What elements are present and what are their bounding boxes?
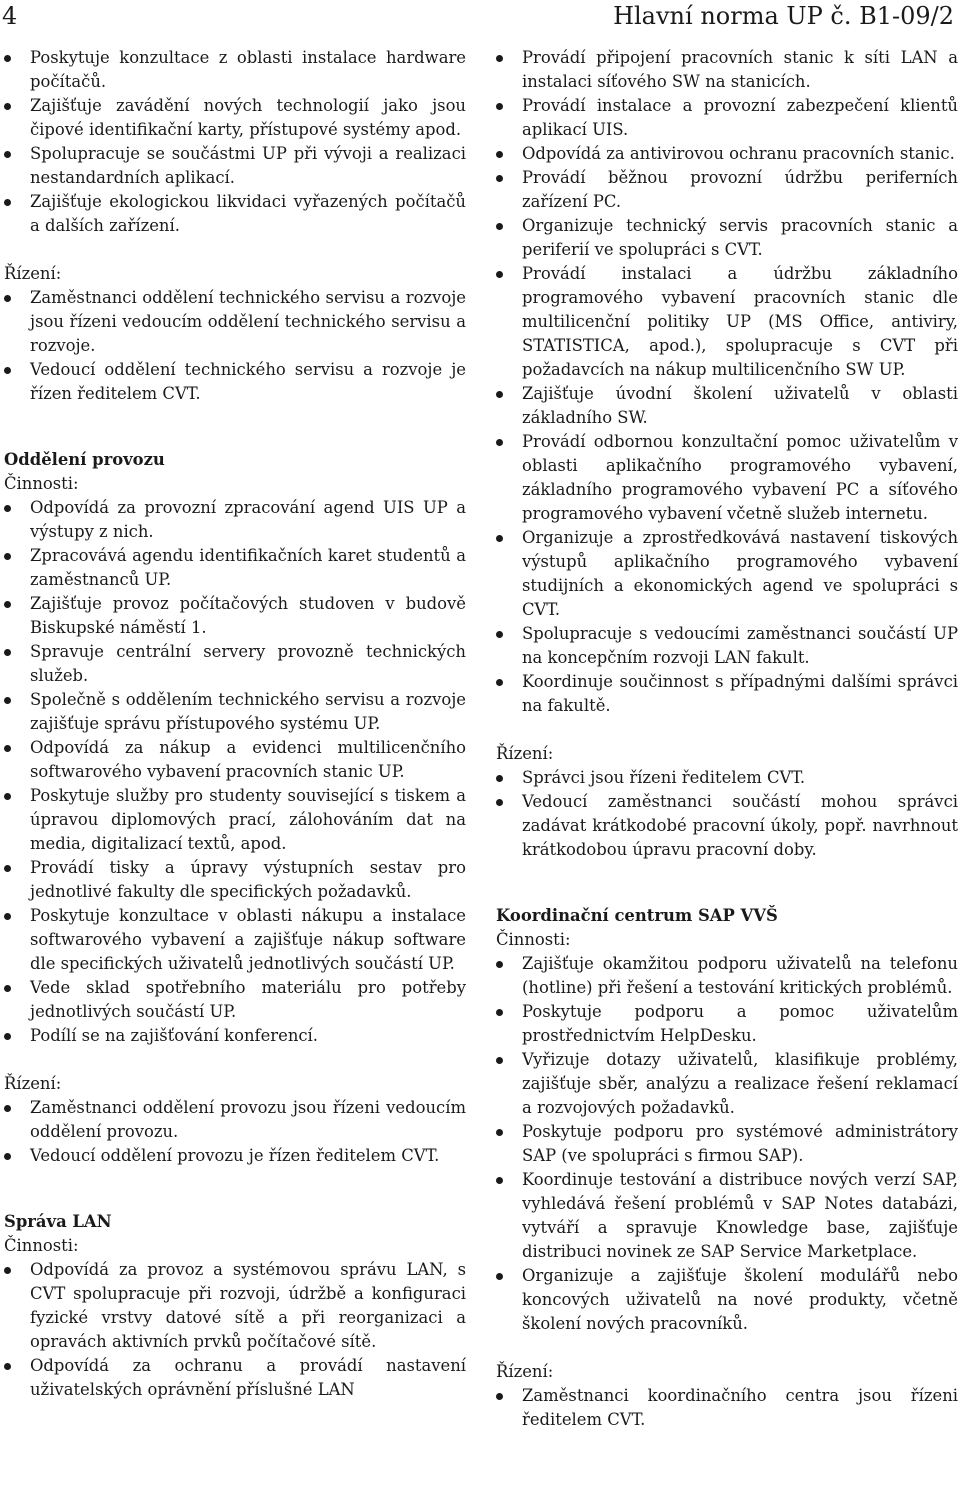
list-item: Organizuje technický servis pracovních stanic a periferií ve spolupráci s CVT. (496, 214, 958, 262)
bullet-icon (4, 1153, 11, 1160)
lan-list-continued (496, 46, 958, 718)
spacer (496, 718, 958, 742)
bullet-icon (4, 1267, 11, 1274)
list-item: Odpovídá za nákup a evidenci multilicenčního softwarového vybavení pracovních stanic UP. (4, 736, 466, 784)
list-item: Zaměstnanci oddělení provozu jsou řízeni vedoucím oddělení provozu. (4, 1096, 466, 1144)
bullet-icon (4, 199, 11, 206)
section-label-rizeni: Řízení: (4, 1074, 62, 1093)
bullet-icon (4, 913, 11, 920)
rizeni-list (4, 286, 466, 406)
page-header (0, 0, 960, 36)
list-item: Vyřizuje dotazy uživatelů, klasifikuje problémy, zajišťuje sběr, analýzu a realizace řešení reklamací a rozvojových požadavků. (496, 1048, 958, 1120)
bullet-icon (496, 1273, 503, 1280)
left-column (4, 46, 466, 1402)
bullet-icon (496, 1057, 503, 1064)
section-label-cinnosti: Činnosti: (4, 1236, 79, 1255)
spacer (4, 238, 466, 262)
right-column (496, 46, 958, 1432)
bullet-icon (496, 55, 503, 62)
list-item: Zajišťuje úvodní školení uživatelů v oblasti základního SW. (496, 382, 958, 430)
section-heading-sap: Koordinační centrum SAP VVŠ (496, 906, 778, 925)
bullet-icon (4, 367, 11, 374)
list-item: Provádí běžnou provozní údržbu periferních zařízení PC. (496, 166, 958, 214)
list-item: Zpracovává agendu identifikačních karet studentů a zaměstnanců UP. (4, 544, 466, 592)
section-label-rizeni: Řízení: (4, 264, 62, 283)
bullet-icon (4, 1033, 11, 1040)
list-item: Organizuje a zprostředkovává nastavení tiskových výstupů aplikačního programového vybavení studijních a ekonomických agend ve spolupráci s CVT. (496, 526, 958, 622)
section-heading-lan: Správa LAN (4, 1212, 112, 1231)
bullet-icon (4, 151, 11, 158)
spacer (4, 406, 466, 448)
list-item: Vede sklad spotřebního materiálu pro potřeby jednotlivých součástí UP. (4, 976, 466, 1024)
bullet-icon (496, 223, 503, 230)
spacer (4, 1168, 466, 1210)
bullet-icon (496, 679, 503, 686)
list-item: Vedoucí oddělení technického servisu a rozvoje je řízen ředitelem CVT. (4, 358, 466, 406)
spacer (496, 862, 958, 904)
list-item: Odpovídá za ochranu a provádí nastavení uživatelských oprávnění příslušné LAN (4, 1354, 466, 1402)
bullet-icon (4, 697, 11, 704)
provoz-list (4, 496, 466, 1048)
bullet-icon (496, 103, 503, 110)
list-item: Společně s oddělením technického servisu a rozvoje zajišťuje správu přístupového systému UP. (4, 688, 466, 736)
list-item: Provádí odbornou konzultační pomoc uživatelům v oblasti aplikačního programového vybavení, základního programového vybavení PC a síťového programového vybavení včetně služeb internetu. (496, 430, 958, 526)
list-item: Odpovídá za antivirovou ochranu pracovních stanic. (496, 142, 958, 166)
section-label-cinnosti: Činnosti: (496, 930, 571, 949)
list-item: Poskytuje podporu pro systémové administrátory SAP (ve spolupráci s firmou SAP). (496, 1120, 958, 1168)
bullet-icon (496, 1129, 503, 1136)
list-item: Poskytuje služby pro studenty související s tiskem a úpravou diplomových prací, zálohováním dat na media, digitalizací textů, apod. (4, 784, 466, 856)
list-item: Provádí instalaci a údržbu základního programového vybavení pracovních stanic dle multilicenční politiky UP (MS Office, antiviry, STATISTICA, apod.), spolupracuje s CVT při požadavcích na nákup multilicenčního SW UP. (496, 262, 958, 382)
sap-rizeni-list (496, 1384, 958, 1432)
bullet-icon (4, 295, 11, 302)
bullet-icon (4, 1105, 11, 1112)
sap-list (496, 952, 958, 1336)
spacer (4, 1048, 466, 1072)
bullet-icon (496, 775, 503, 782)
bullet-icon (496, 271, 503, 278)
section-heading-provoz: Oddělení provozu (4, 450, 165, 469)
section-label-rizeni: Řízení: (496, 1362, 554, 1381)
bullet-icon (4, 745, 11, 752)
list-item: Zajišťuje provoz počítačových studoven v budově Biskupské náměstí 1. (4, 592, 466, 640)
bullet-icon (496, 439, 503, 446)
bullet-icon (4, 553, 11, 560)
list-item: Provádí instalace a provozní zabezpečení klientů aplikací UIS. (496, 94, 958, 142)
list-item: Správci jsou řízeni ředitelem CVT. (496, 766, 958, 790)
section-label-rizeni: Řízení: (496, 744, 554, 763)
bullet-icon (4, 103, 11, 110)
bullet-icon (496, 391, 503, 398)
bullet-icon (496, 1009, 503, 1016)
bullet-icon (496, 799, 503, 806)
lan-list (4, 1258, 466, 1402)
list-item: Vedoucí oddělení provozu je řízen ředitelem CVT. (4, 1144, 466, 1168)
bullet-icon (496, 631, 503, 638)
bullet-icon (496, 961, 503, 968)
list-item: Spolupracuje s vedoucími zaměstnanci součástí UP na koncepčním rozvoji LAN fakult. (496, 622, 958, 670)
bullet-icon (4, 601, 11, 608)
list-item: Odpovídá za provozní zpracování agend UIS UP a výstupy z nich. (4, 496, 466, 544)
list-item: Provádí tisky a úpravy výstupních sestav pro jednotlivé fakulty dle specifických požadavků. (4, 856, 466, 904)
bullet-icon (4, 505, 11, 512)
intro-list (4, 46, 466, 238)
bullet-icon (496, 151, 503, 158)
list-item: Zajišťuje ekologickou likvidaci vyřazených počítačů a dalších zařízení. (4, 190, 466, 238)
bullet-icon (496, 1393, 503, 1400)
bullet-icon (496, 1177, 503, 1184)
list-item: Poskytuje konzultace z oblasti instalace hardware počítačů. (4, 46, 466, 94)
list-item: Spravuje centrální servery provozně technických služeb. (4, 640, 466, 688)
list-item: Poskytuje podporu a pomoc uživatelům prostřednictvím HelpDesku. (496, 1000, 958, 1048)
bullet-icon (496, 175, 503, 182)
bullet-icon (4, 985, 11, 992)
provoz-rizeni-list (4, 1096, 466, 1168)
list-item: Vedoucí zaměstnanci součástí mohou správci zadávat krátkodobé pracovní úkoly, popř. navrhnout krátkodobou úpravu pracovní doby. (496, 790, 958, 862)
list-item: Koordinuje testování a distribuce nových verzí SAP, vyhledává řešení problémů v SAP Notes databázi, vytváří a spravuje Knowledge base, zajišťuje distribuci novinek ze SAP Service Marketplace. (496, 1168, 958, 1264)
bullet-icon (4, 793, 11, 800)
list-item: Podílí se na zajišťování konferencí. (4, 1024, 466, 1048)
spacer (496, 1336, 958, 1360)
bullet-icon (4, 55, 11, 62)
section-label-cinnosti: Činnosti: (4, 474, 79, 493)
list-item: Zaměstnanci koordinačního centra jsou řízeni ředitelem CVT. (496, 1384, 958, 1432)
bullet-icon (4, 649, 11, 656)
page-number: 4 (2, 2, 18, 30)
list-item: Organizuje a zajišťuje školení modulářů nebo koncových uživatelů na nové produkty, včetně školení nových pracovníků. (496, 1264, 958, 1336)
list-item: Spolupracuje se součástmi UP při vývoji a realizaci nestandardních aplikací. (4, 142, 466, 190)
list-item: Zaměstnanci oddělení technického servisu a rozvoje jsou řízeni vedoucím oddělení technického servisu a rozvoje. (4, 286, 466, 358)
list-item: Zajišťuje okamžitou podporu uživatelů na telefonu (hotline) při řešení a testování kritických problémů. (496, 952, 958, 1000)
list-item: Zajišťuje zavádění nových technologií jako jsou čipové identifikační karty, přístupové systémy apod. (4, 94, 466, 142)
bullet-icon (4, 865, 11, 872)
list-item: Koordinuje součinnost s případnými dalšími správci na fakultě. (496, 670, 958, 718)
list-item: Odpovídá za provoz a systémovou správu LAN, s CVT spolupracuje při rozvoji, údržbě a konfiguraci fyzické vrstvy datové sítě a při reorganizaci a opravách aktivních prvků počítačové sítě. (4, 1258, 466, 1354)
bullet-icon (4, 1363, 11, 1370)
list-item: Provádí připojení pracovních stanic k síti LAN a instalaci síťového SW na stanicích. (496, 46, 958, 94)
bullet-icon (496, 535, 503, 542)
list-item: Poskytuje konzultace v oblasti nákupu a instalace softwarového vybavení a zajišťuje nákup software dle specifických uživatelů jednotlivých součástí UP. (4, 904, 466, 976)
lan-rizeni-list (496, 766, 958, 862)
running-title: Hlavní norma UP č. B1-09/2 (613, 2, 954, 30)
